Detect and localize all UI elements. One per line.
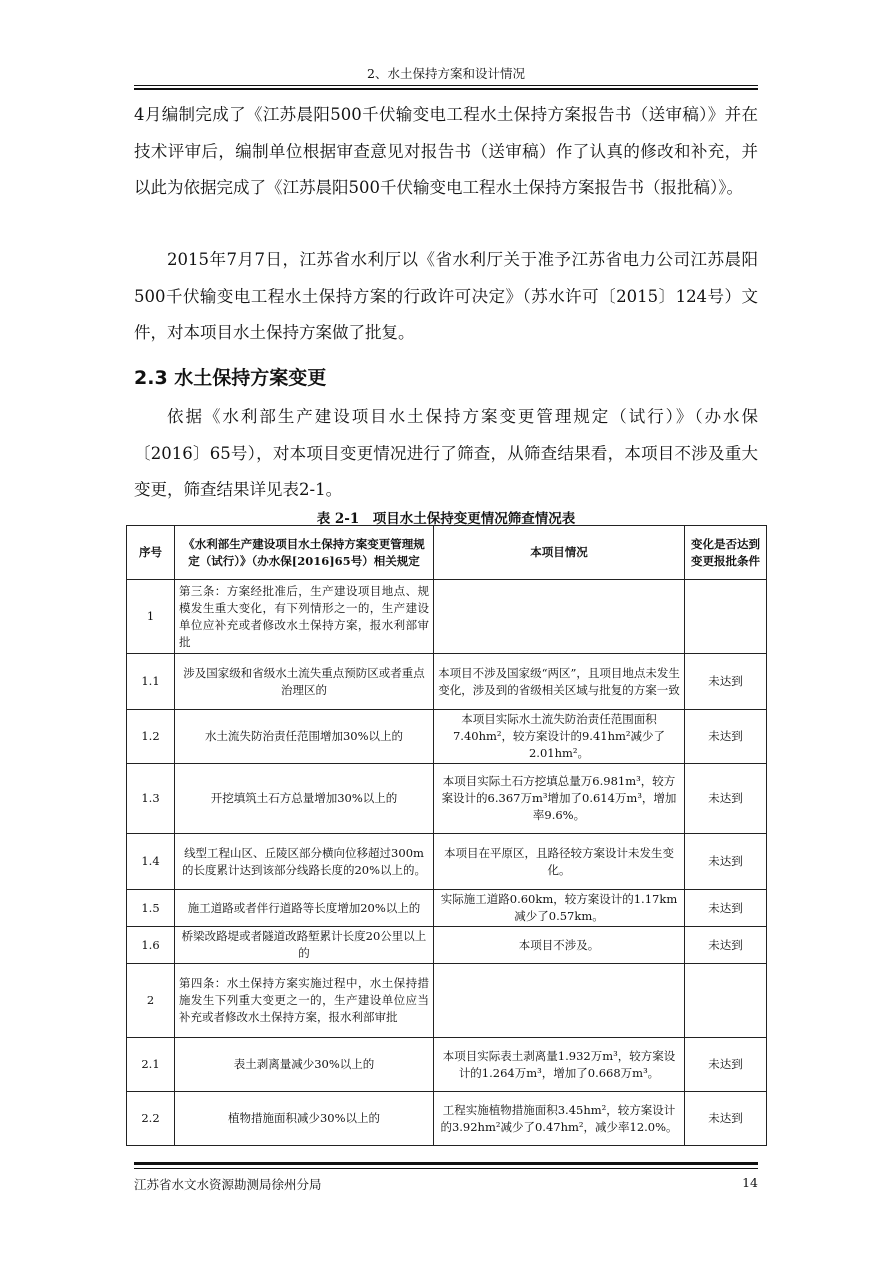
cell-no: 2.2 xyxy=(127,1092,175,1146)
cell-result: 未达到 xyxy=(685,710,767,764)
cell-rule: 开挖填筑土石方总量增加30%以上的 xyxy=(175,764,434,834)
change-screening-table xyxy=(126,525,767,1146)
table-header-row xyxy=(127,526,767,580)
table-row xyxy=(127,1092,767,1146)
paragraph-1: 4月编制完成了《江苏晨阳500千伏输变电工程水土保持方案报告书（送审稿）》并在技术评审后，编制单位根据审查意见对报告书（送审稿）作了认真的修改和补充，并以此为依据完成了《江苏晨阳500千伏输变电工程水土保持方案报告书（报批稿）》。 xyxy=(134,105,758,197)
footer-rule-thick xyxy=(134,1162,758,1165)
table-row xyxy=(127,834,767,890)
cell-no: 1.1 xyxy=(127,654,175,710)
table-row xyxy=(127,964,767,1038)
header-result: 变化是否达到变更报批条件 xyxy=(685,526,767,580)
header-rule-thick xyxy=(134,88,758,90)
cell-no: 1 xyxy=(127,580,175,654)
cell-no: 1.2 xyxy=(127,710,175,764)
cell-rule: 涉及国家级和省级水土流失重点预防区或者重点治理区的 xyxy=(175,654,434,710)
table-row xyxy=(127,764,767,834)
cell-result: 未达到 xyxy=(685,890,767,927)
table-row xyxy=(127,710,767,764)
paragraph-3: 依据《水利部生产建设项目水土保持方案变更管理规定（试行）》（办水保〔2016〕65号），对本项目变更情况进行了筛查，从筛查结果看，本项目不涉及重大变更，筛查结果详见表2-1。 xyxy=(134,407,758,499)
header-no: 序号 xyxy=(127,526,175,580)
cell-rule: 水土流失防治责任范围增加30%以上的 xyxy=(175,710,434,764)
header-rule-thin xyxy=(134,85,758,86)
cell-result xyxy=(685,580,767,654)
header-rule: 《水利部生产建设项目水土保持方案变更管理规定（试行）》（办水保[2016]65号）相关规定 xyxy=(175,526,434,580)
cell-situation: 实际施工道路0.60km，较方案设计的1.17km减少了0.57km。 xyxy=(434,890,685,927)
cell-situation xyxy=(434,580,685,654)
cell-result: 未达到 xyxy=(685,834,767,890)
cell-rule: 线型工程山区、丘陵区部分横向位移超过300m的长度累计达到该部分线路长度的20%以上的。 xyxy=(175,834,434,890)
table-row xyxy=(127,580,767,654)
cell-situation: 本项目实际水土流失防治责任范围面积7.40hm²，较方案设计的9.41hm²减少了2.01hm²。 xyxy=(434,710,685,764)
cell-result: 未达到 xyxy=(685,927,767,964)
table-row xyxy=(127,927,767,964)
table-caption: 表 2-1 项目水土保持变更情况筛查情况表 xyxy=(316,511,576,527)
cell-situation: 本项目不涉及国家级“两区”，且项目地点未发生变化，涉及到的省级相关区域与批复的方案一致 xyxy=(434,654,685,710)
paragraph-2: 2015年7月7日，江苏省水利厅以《省水利厅关于准予江苏省电力公司江苏晨阳500千伏输变电工程水土保持方案的行政许可决定》（苏水许可〔2015〕124号）文件，对本项目水土保持方案做了批复。 xyxy=(134,250,758,342)
cell-rule: 第三条：方案经批准后，生产建设项目地点、规模发生重大变化，有下列情形之一的，生产建设单位应补充或者修改水土保持方案，报水利部审批 xyxy=(175,580,434,654)
cell-no: 1.6 xyxy=(127,927,175,964)
cell-rule: 施工道路或者伴行道路等长度增加20%以上的 xyxy=(175,890,434,927)
cell-situation: 工程实施植物措施面积3.45hm²，较方案设计的3.92hm²减少了0.47hm²，减少率12.0%。 xyxy=(434,1092,685,1146)
cell-result xyxy=(685,964,767,1038)
cell-no: 2 xyxy=(127,964,175,1038)
table-row xyxy=(127,890,767,927)
cell-result: 未达到 xyxy=(685,764,767,834)
table-row xyxy=(127,654,767,710)
cell-no: 1.4 xyxy=(127,834,175,890)
table-row xyxy=(127,1038,767,1092)
cell-rule: 表土剥离量减少30%以上的 xyxy=(175,1038,434,1092)
cell-situation xyxy=(434,964,685,1038)
cell-rule: 第四条：水土保持方案实施过程中，水土保持措施发生下列重大变更之一的，生产建设单位应当补充或者修改水土保持方案，报水利部审批 xyxy=(175,964,434,1038)
cell-result: 未达到 xyxy=(685,654,767,710)
cell-situation: 本项目在平原区，且路径较方案设计未发生变化。 xyxy=(434,834,685,890)
cell-result: 未达到 xyxy=(685,1038,767,1092)
cell-no: 1.5 xyxy=(127,890,175,927)
cell-no: 1.3 xyxy=(127,764,175,834)
cell-rule: 桥梁改路堤或者隧道改路堑累计长度20公里以上的 xyxy=(175,927,434,964)
footer-organization: 江苏省水文水资源勘测局徐州分局 xyxy=(134,1177,322,1192)
cell-situation: 本项目不涉及。 xyxy=(434,927,685,964)
cell-no: 2.1 xyxy=(127,1038,175,1092)
cell-rule: 植物措施面积减少30%以上的 xyxy=(175,1092,434,1146)
header-situation: 本项目情况 xyxy=(434,526,685,580)
footer-rule-thin xyxy=(134,1168,758,1169)
cell-result: 未达到 xyxy=(685,1092,767,1146)
section-heading: 2.3 水土保持方案变更 xyxy=(134,367,327,389)
cell-situation: 本项目实际土石方挖填总量万6.981m³，较方案设计的6.367万m³增加了0.614万m³，增加率9.6%。 xyxy=(434,764,685,834)
header-title: 2、水土保持方案和设计情况 xyxy=(367,66,525,81)
page-number: 14 xyxy=(742,1175,758,1190)
cell-situation: 本项目实际表土剥离量1.932万m³，较方案设计的1.264万m³，增加了0.668万m³。 xyxy=(434,1038,685,1092)
